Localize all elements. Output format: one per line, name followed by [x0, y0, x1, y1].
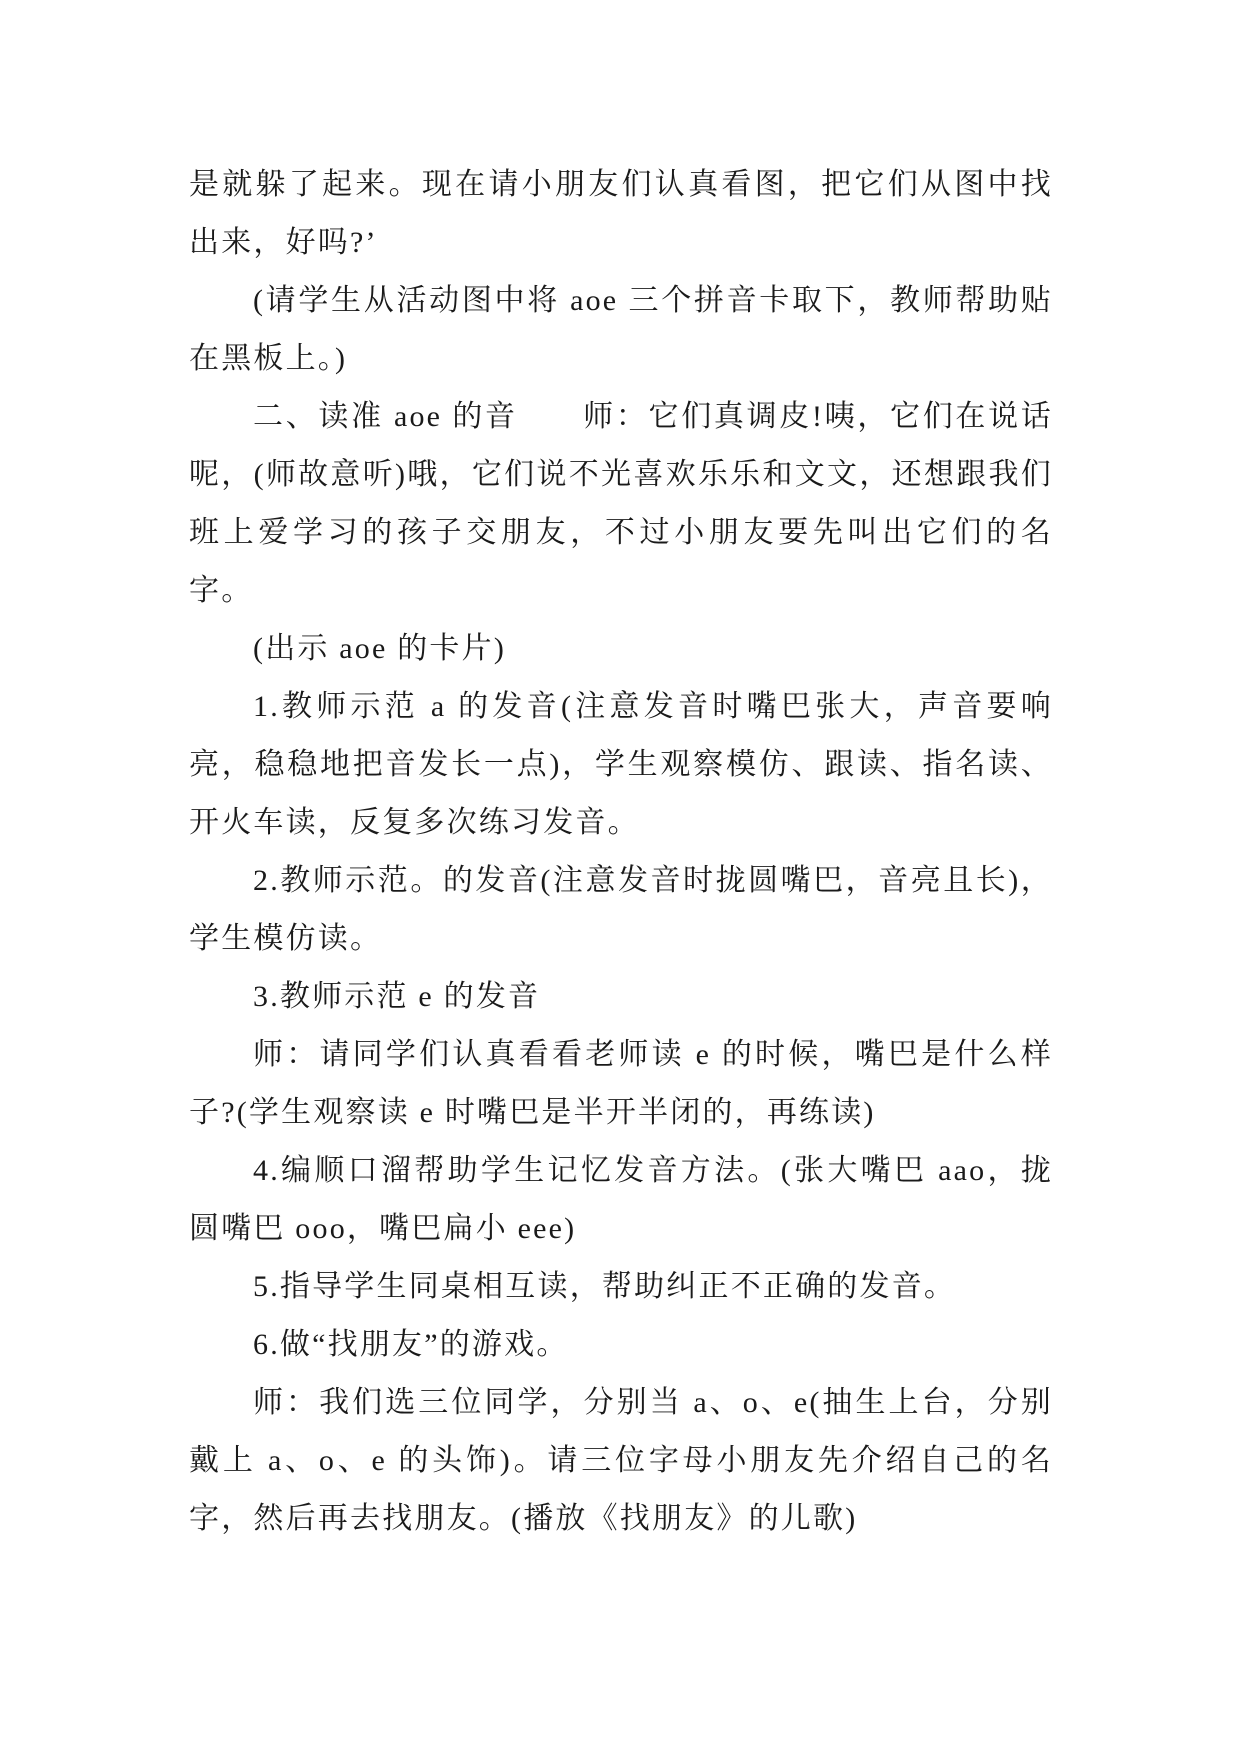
- paragraph-2: (请学生从活动图中将 aoe 三个拼音卡取下，教师帮助贴在黑板上。): [189, 284, 1053, 375]
- paragraph-9: 4.编顺口溜帮助学生记忆发音方法。(张大嘴巴 aao，拢圆嘴巴 ooo，嘴巴扁小 eee): [189, 1154, 1053, 1245]
- document-page: [189, 156, 1053, 1548]
- paragraph-7: 3.教师示范 e 的发音: [253, 980, 541, 1013]
- paragraph-3: 二、读准 aoe 的音 师：它们真调皮!咦，它们在说话呢，(师故意听)哦，它们说不光喜欢乐乐和文文，还想跟我们班上爱学习的孩子交朋友，不过小朋友要先叫出它们的名字。: [189, 400, 1053, 607]
- paragraph-6: 2.教师示范。的发音(注意发音时拢圆嘴巴，音亮且长)，学生模仿读。: [189, 864, 1053, 955]
- paragraph-1: 是就躲了起来。现在请小朋友们认真看图，把它们从图中找出来，好吗?’: [189, 168, 1053, 259]
- paragraph-11: 6.做“找朋友”的游戏。: [253, 1328, 569, 1361]
- paragraph-4: (出示 aoe 的卡片): [253, 632, 507, 665]
- paragraph-5: 1.教师示范 a 的发音(注意发音时嘴巴张大，声音要响亮，稳稳地把音发长一点)，学生观察模仿、跟读、指名读、开火车读，反复多次练习发音。: [189, 690, 1053, 839]
- paragraph-8: 师：请同学们认真看看老师读 e 的时候，嘴巴是什么样子?(学生观察读 e 时嘴巴是半开半闭的，再练读): [189, 1038, 1053, 1129]
- paragraph-12: 师：我们选三位同学，分别当 a、o、e(抽生上台，分别戴上 a、o、e 的头饰)。请三位字母小朋友先介绍自己的名字，然后再去找朋友。(播放《找朋友》的儿歌): [189, 1386, 1053, 1535]
- paragraph-10: 5.指导学生同桌相互读，帮助纠正不正确的发音。: [253, 1270, 957, 1303]
